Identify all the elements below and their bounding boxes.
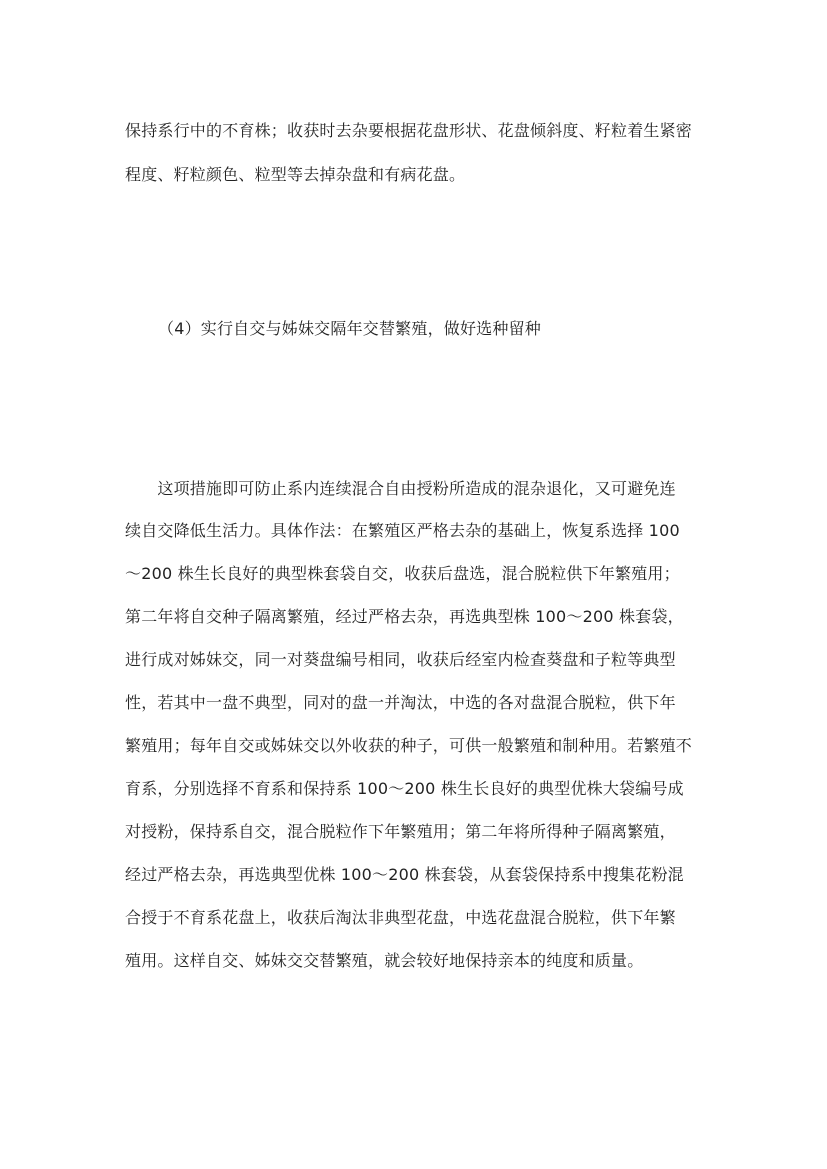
section-heading: （4）实行自交与姊妹交隔年交替繁殖，做好选种留种	[158, 319, 541, 338]
paragraph-main-line-11: 合授于不育系花盘上，收获后淘汰非典型花盘，中选花盘混合脱粒，供下年繁	[125, 908, 676, 927]
paragraph-main-line-6: 性，若其中一盘不典型，同对的盘一并淘汰，中选的各对盘混合脱粒，供下年	[125, 693, 676, 712]
paragraph-main-line-7: 繁殖用；每年自交或姊妹交以外收获的种子，可供一般繁殖和制种用。若繁殖不	[125, 736, 693, 755]
paragraph-main-line-3: ～200 株生长良好的典型株套袋自交，收获后盘选，混合脱粒供下年繁殖用；	[125, 564, 680, 583]
paragraph-main-line-2: 续自交降低生活力。具体作法：在繁殖区严格去杂的基础上，恢复系选择 100	[125, 521, 680, 540]
paragraph-main-line-10: 经过严格去杂，再选典型优株 100～200 株套袋，从套袋保持系中搜集花粉混	[125, 865, 684, 884]
paragraph-top-line-2: 程度、籽粒颜色、粒型等去掉杂盘和有病花盘。	[125, 165, 466, 184]
paragraph-main-line-9: 对授粉，保持系自交，混合脱粒作下年繁殖用；第二年将所得种子隔离繁殖，	[125, 822, 676, 841]
paragraph-main-line-1: 这项措施即可防止系内连续混合自由授粉所造成的混杂退化，又可避免连	[125, 479, 676, 498]
paragraph-main-line-8: 育系，分别选择不育系和保持系 100～200 株生长良好的典型优株大袋编号成	[125, 779, 684, 798]
paragraph-main-line-4: 第二年将自交种子隔离繁殖，经过严格去杂，再选典型株 100～200 株套袋，	[125, 607, 684, 626]
paragraph-main-line-5: 进行成对姊妹交，同一对葵盘编号相同，收获后经室内检查葵盘和子粒等典型	[125, 650, 676, 669]
paragraph-main-line-12: 殖用。这样自交、姊妹交交替繁殖，就会较好地保持亲本的纯度和质量。	[125, 951, 644, 970]
paragraph-top-line-1: 保持系行中的不育株；收获时去杂要根据花盘形状、花盘倾斜度、籽粒着生紧密	[125, 121, 693, 140]
